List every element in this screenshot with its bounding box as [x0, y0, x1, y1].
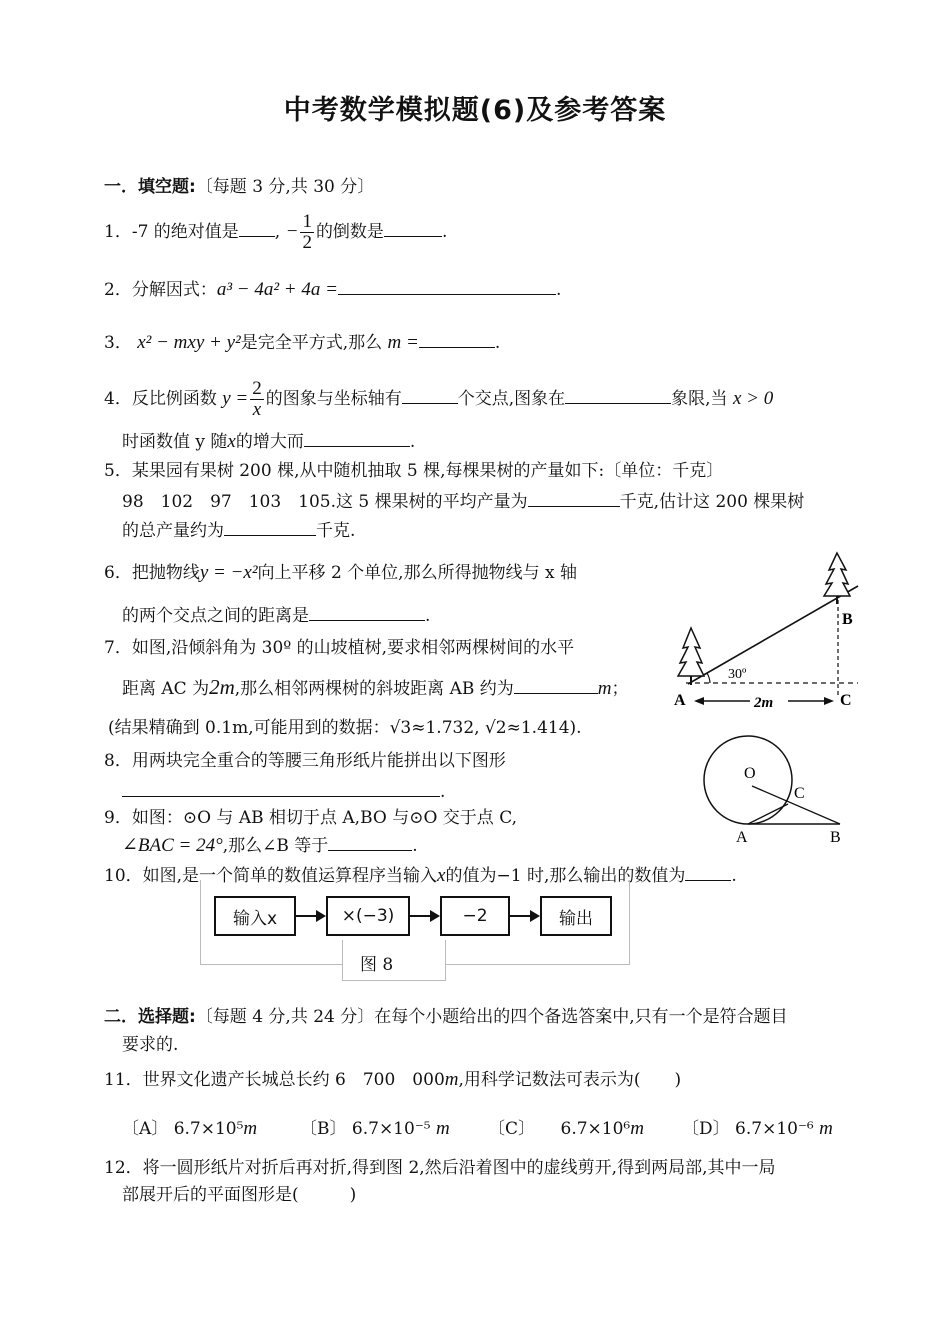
slope-line	[688, 586, 858, 684]
q8-number: 8．	[104, 751, 132, 771]
q11-line1-a: 世界文化遗产长城总长约 6 700 000	[142, 1070, 445, 1090]
section2-heading-line	[104, 1006, 788, 1028]
q1-frac-den: 2	[302, 232, 312, 253]
section1-heading-line	[104, 176, 374, 198]
q4-blank-1[interactable]	[402, 387, 458, 404]
q9-line2: ,那么∠B 等于	[222, 836, 329, 856]
q5-line3-a: 的总产量约为	[122, 521, 224, 541]
dimension-arrow-left	[694, 697, 704, 705]
q3-m: m =	[387, 332, 419, 353]
q6-text-a: 把抛物线	[131, 563, 200, 583]
question-1	[104, 208, 447, 256]
label-b: B	[842, 611, 853, 628]
label-dist: 2m	[754, 695, 774, 711]
q11-option-c-unit: m	[630, 1118, 644, 1139]
q4-text-c: 个交点,图象在	[457, 389, 566, 409]
q4-condition: x > 0	[732, 388, 774, 409]
label-a: A	[736, 829, 748, 846]
q7-blank[interactable]	[514, 677, 598, 694]
q4-blank-2[interactable]	[565, 387, 671, 404]
q2-end: .	[555, 280, 562, 300]
flow-arrow-1	[296, 915, 318, 917]
flowchart-caption: 图 8	[360, 955, 394, 975]
q2-text-a: 分解因式：	[131, 280, 217, 300]
question-9	[104, 807, 517, 829]
q11-option-a-unit: m	[243, 1118, 258, 1139]
q10-text-b: 的值为−1 时,那么输出的数值为	[445, 866, 686, 886]
q1-end: .	[441, 222, 448, 242]
q9-angle: ∠BAC = 24°	[122, 835, 223, 856]
q11-line1-b: ,用科学记数法可表示为( )	[458, 1070, 682, 1090]
flow-box-output: 输出	[540, 896, 612, 936]
tree-a-icon	[678, 628, 704, 685]
question-2	[104, 278, 561, 301]
q10-x: x	[437, 865, 446, 886]
q7-number: 7．	[104, 638, 132, 658]
question-3	[104, 331, 500, 354]
flow-arrow-3	[510, 915, 532, 917]
label-b: B	[830, 829, 841, 846]
section2-note: 〔每题 4 分,共 24 分〕在每个小题给出的四个备选答案中,只有一个是符合题目	[195, 1007, 788, 1027]
label-o: O	[744, 765, 756, 782]
q6-end: .	[425, 606, 431, 626]
label-angle: 30º	[728, 667, 747, 682]
q11-option-b[interactable]	[300, 1118, 450, 1140]
q9-line1: 如图：⊙O 与 AB 相切于点 A,BO 与⊙O 交于点 C,	[131, 808, 518, 828]
q7-line2-c: ；	[611, 679, 629, 699]
q4-line2-b: 的增大而	[235, 432, 304, 452]
q4-end: .	[409, 432, 416, 452]
q4-frac-num: 2	[252, 378, 262, 399]
q9-number: 9．	[104, 808, 132, 828]
q11-option-b-unit: m	[436, 1118, 450, 1139]
question-6	[104, 562, 577, 584]
q7-line1: 如图,沿倾斜角为 30º 的山坡植树,要求相邻两棵树间的水平	[131, 638, 575, 658]
question-5-line3	[122, 519, 355, 542]
q4-frac-den: x	[252, 399, 262, 420]
tree-b-icon	[824, 553, 850, 604]
q11-option-b-value: 6.7×10⁻⁵	[351, 1119, 431, 1139]
page-title: 中考数学模拟题(6)及参考答案	[283, 95, 667, 126]
q10-text-a: 如图,是一个简单的数值运算程序当输入	[142, 866, 438, 886]
flow-box-input: 输入x	[214, 896, 296, 936]
q5-line2-a: 98 102 97 103 105.这 5 棵果树的平均产量为	[122, 492, 528, 512]
q10-number: 10．	[104, 866, 143, 886]
flow-box-subtract: −2	[440, 896, 510, 936]
question-4-line2	[122, 430, 415, 453]
q1-frac-num: 1	[302, 211, 312, 232]
q2-number: 2．	[104, 280, 132, 300]
q6-blank[interactable]	[309, 604, 425, 621]
question-9-line2	[122, 834, 418, 857]
question-8	[104, 750, 506, 772]
flowchart-caption-box	[342, 940, 446, 981]
q7-line2-b: ,那么相邻两棵树的斜坡距离 AB 约为	[234, 679, 514, 699]
q11-option-b-label: 〔B〕	[300, 1119, 347, 1139]
q11-option-c-value: 6.7×10⁶	[560, 1119, 631, 1139]
q1-text-b: ,	[274, 222, 281, 242]
q1-fraction	[300, 212, 314, 253]
q7-line2-a: 距离 AC 为	[122, 679, 210, 699]
q6-expression: y = −x²	[199, 562, 258, 583]
q1-blank-1[interactable]	[239, 220, 275, 237]
section1-heading: 一．填空题:	[104, 177, 196, 197]
question-12	[104, 1157, 775, 1179]
q5-blank-2[interactable]	[224, 519, 316, 536]
question-8-line2	[122, 780, 445, 803]
q5-blank-1[interactable]	[528, 490, 620, 507]
q3-expression: x² − mxy + y²	[137, 332, 241, 353]
q11-option-a[interactable]	[122, 1118, 257, 1140]
label-c: C	[794, 785, 805, 802]
flow-arrow-2	[410, 915, 432, 917]
q3-end: .	[494, 333, 501, 353]
question-11	[104, 1069, 681, 1091]
angle-arc	[707, 673, 710, 683]
q8-line1: 用两块完全重合的等腰三角形纸片能拼出以下图形	[131, 751, 506, 771]
q6-text-b: 向上平移 2 个单位,那么所得抛物线与 x 轴	[257, 563, 577, 583]
q12-number: 12．	[104, 1158, 143, 1178]
q11-option-d-value: 6.7×10⁻⁶	[735, 1119, 814, 1139]
q6-line2-a: 的两个交点之间的距离是	[122, 606, 309, 626]
section2-note-line2: 要求的.	[122, 1035, 179, 1055]
flow-box-multiply: ×(−3)	[326, 896, 410, 936]
q9-end: .	[412, 836, 418, 856]
q5-number: 5．	[104, 461, 132, 481]
question-5	[104, 460, 723, 482]
question-7-line2	[122, 676, 628, 700]
q9-blank[interactable]	[328, 834, 412, 851]
q4-x: x	[227, 431, 236, 452]
q10-blank[interactable]	[685, 864, 731, 881]
q1-text-a: -7 的绝对值是	[131, 222, 239, 242]
q11-number: 11．	[104, 1070, 143, 1090]
q3-blank[interactable]	[419, 331, 495, 348]
q5-line3-b: 千克.	[316, 521, 356, 541]
q5-line1: 某果园有果树 200 棵,从中随机抽取 5 棵,每棵果树的产量如下:〔单位：千克〕	[131, 461, 724, 481]
q11-option-d[interactable]	[682, 1118, 833, 1140]
q1-blank-2[interactable]	[384, 220, 442, 237]
q11-option-c[interactable]	[488, 1118, 644, 1140]
circle-tangent-figure	[696, 732, 856, 850]
q7-unit: m	[597, 678, 612, 699]
q5-line2-b: 千克,估计这 200 棵果树	[619, 492, 805, 512]
q1-number: 1．	[104, 222, 132, 242]
q8-end: .	[440, 782, 446, 802]
slope-tree-figure	[666, 548, 866, 718]
q11-option-c-label: 〔C〕	[488, 1119, 527, 1139]
q11-option-d-unit: m	[819, 1118, 833, 1139]
q3-number: 3．	[104, 333, 132, 353]
label-c: C	[840, 692, 852, 709]
question-12-line2: 部展开后的平面图形是( )	[122, 1185, 357, 1205]
q2-expression: a³ − 4a² + 4a =	[216, 279, 338, 300]
question-7	[104, 637, 574, 659]
q4-fraction	[250, 379, 264, 420]
question-7-line3: (结果精确到 0.1m,可能用到的数据：√3≈1.732, √2≈1.414).	[108, 718, 582, 738]
question-5-line2	[122, 490, 804, 513]
q7-value: 2m	[209, 675, 235, 699]
q1-minus: −	[285, 221, 299, 242]
q2-blank[interactable]	[338, 278, 556, 295]
q4-text-b: 的图象与坐标轴有	[265, 389, 402, 409]
q6-number: 6．	[104, 563, 132, 583]
label-a: A	[674, 692, 686, 709]
q4-y: y =	[222, 388, 249, 409]
q10-end: .	[731, 866, 737, 886]
q12-line1: 将一圆形纸片对折后再对折,得到图 2,然后沿着图中的虚线剪开,得到两局部,其中一局	[142, 1158, 776, 1178]
question-6-line2	[122, 604, 430, 627]
dimension-arrow-right	[824, 697, 834, 705]
q3-text-a: 是完全平方式,那么	[240, 333, 383, 353]
q11-unit: m	[444, 1069, 459, 1090]
question-4	[104, 374, 773, 424]
q11-option-d-label: 〔D〕	[682, 1119, 730, 1139]
q11-option-a-value: 6.7×10⁵	[173, 1119, 244, 1139]
q11-option-a-label: 〔A〕	[122, 1119, 169, 1139]
q4-text-d: 象限,当	[671, 389, 728, 409]
q4-blank-3[interactable]	[304, 430, 410, 447]
q4-text-a: 反比例函数	[131, 389, 217, 409]
q4-number: 4．	[104, 389, 132, 409]
q1-text-c: 的倒数是	[315, 222, 384, 242]
q8-blank[interactable]	[122, 780, 440, 797]
section2-heading: 二．选择题:	[104, 1007, 196, 1027]
section1-note: 〔每题 3 分,共 30 分〕	[195, 177, 375, 197]
line-ac	[748, 804, 788, 824]
q4-line2-a: 时函数值 y 随	[122, 432, 228, 452]
